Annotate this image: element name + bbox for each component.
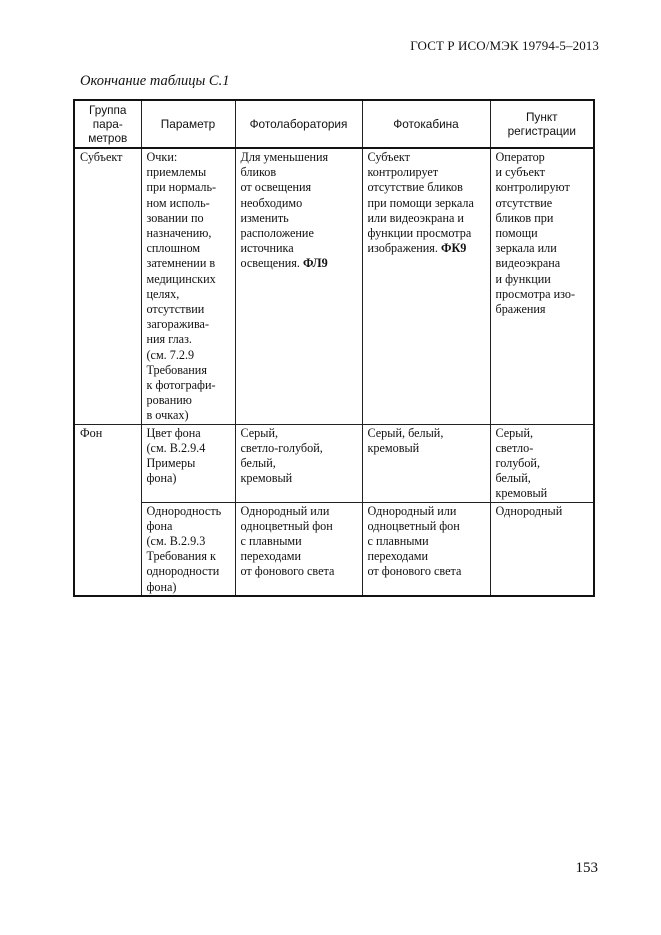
cell-line: кремовый (495, 486, 548, 501)
cell-line: функции просмотра (367, 226, 472, 241)
cell-photolab (235, 424, 362, 502)
cell-line: кремовый (240, 471, 293, 486)
cell-parameter (141, 424, 235, 502)
cell-line: и функции (495, 271, 551, 286)
cell-photolab (235, 148, 362, 424)
cell-line: фона) (146, 471, 177, 486)
table-row (74, 148, 594, 424)
table-row (74, 502, 594, 596)
table-header-row (74, 100, 594, 148)
cell-line: зеркала или (495, 241, 557, 256)
cell-group (74, 424, 141, 596)
header-line: Группа (89, 103, 127, 117)
cell-line: Требования (146, 362, 207, 377)
cell-parameter (141, 148, 235, 424)
cell-line: Цвет фона (146, 425, 201, 440)
cell-line: помощи (495, 226, 538, 241)
cell-line: изменить (240, 210, 289, 225)
cell-line: Серый, (240, 425, 279, 440)
cell-line: одноцветный фон (367, 518, 460, 533)
cell-line: медицинских (146, 271, 216, 286)
cell-regpoint (490, 424, 594, 502)
cell-line: кремовый (367, 440, 420, 455)
cell-line: светло-голубой, (240, 440, 323, 455)
header-photobooth (362, 100, 490, 148)
cell-line: белый, (240, 456, 276, 471)
group-label: Субъект (80, 150, 123, 164)
cell-line: Субъект (367, 150, 410, 164)
cell-line: светло- (495, 440, 534, 455)
cell-line: Однородность (146, 503, 222, 518)
cell-group (74, 148, 141, 424)
cell-line: рованию (146, 393, 192, 408)
cell-line: Примеры (146, 456, 196, 471)
cell-regpoint (490, 502, 594, 596)
cell-line: отсутствие бликов (367, 180, 463, 195)
cell-line: отсутствие (495, 195, 553, 210)
cell-line: (см. B.2.9.4 (146, 440, 206, 455)
cell-text: изображения. (367, 241, 438, 256)
cell-line: и субъект (495, 165, 545, 180)
cell-line: (см. B.2.9.3 (146, 534, 206, 549)
cell-line: Требования к (146, 549, 216, 564)
cell-line: Оператор (495, 150, 545, 164)
table-caption: Окончание таблицы С.1 (80, 73, 230, 89)
cell-line: целях, (146, 286, 180, 301)
header-line: метров (88, 131, 128, 145)
cell-line: просмотра изо- (495, 286, 576, 301)
cell-line: Для уменьшения (240, 150, 329, 164)
cell-line: (см. 7.2.9 (146, 347, 195, 362)
cell-line: с плавными (240, 534, 302, 549)
cell-line: переходами (367, 549, 428, 564)
cell-line: от освещения (240, 180, 312, 195)
cell-line: одноцветный фон (240, 518, 333, 533)
cell-line: с плавными (367, 534, 429, 549)
cell-line: контролируют (495, 180, 570, 195)
cell-line: ном исполь- (146, 195, 210, 210)
header-line: пара- (92, 117, 123, 131)
cell-line: видеоэкрана (495, 256, 561, 271)
page-number: 153 (575, 860, 598, 876)
header-group (74, 100, 141, 148)
cell-line: Очки: (146, 150, 178, 164)
cell-line: к фотографи- (146, 378, 216, 393)
cell-line-with-code (241, 256, 359, 271)
cell-line: затемнении в (146, 256, 216, 271)
header-line: Фотокабина (393, 117, 459, 131)
cell-line: бражения (495, 302, 546, 317)
cell-line: Однородный или (367, 503, 457, 518)
header-line: Фотолаборатория (249, 117, 348, 131)
cell-line: назначению, (146, 226, 212, 241)
cell-parameter (141, 502, 235, 596)
cell-line: голубой, (495, 456, 541, 471)
cell-line: расположение (240, 226, 314, 241)
cell-line: при помощи зеркала (367, 195, 474, 210)
cell-line: фона) (146, 579, 177, 594)
cell-line: зовании по (146, 210, 204, 225)
cell-line: от фонового света (367, 564, 462, 579)
cell-photobooth (362, 424, 490, 502)
group-label: Фон (80, 425, 103, 440)
cell-line: контролирует (367, 165, 439, 180)
requirement-code: ФЛ9 (302, 256, 328, 271)
cell-line: белый, (495, 471, 531, 486)
cell-line: в очках) (146, 408, 189, 423)
cell-line: приемлемы (146, 165, 207, 180)
cell-line: от фонового света (240, 564, 335, 579)
page-header: ГОСТ Р ИСО/МЭК 19794-5–2013 (410, 38, 599, 53)
data-table (73, 99, 595, 597)
cell-line: фона (146, 518, 173, 533)
cell-line: необходимо (240, 195, 303, 210)
cell-line: Однородный или (240, 503, 330, 518)
cell-line: Серый, (495, 425, 534, 440)
header-regpoint (490, 100, 594, 148)
cell-line-with-code (368, 241, 487, 256)
cell-line: переходами (240, 549, 301, 564)
header-line: Пункт (525, 110, 558, 124)
cell-line: бликов при (495, 210, 554, 225)
cell-line: загоражива- (146, 317, 210, 332)
cell-regpoint (490, 148, 594, 424)
cell-line: или видеоэкрана и (367, 210, 464, 225)
cell-line: при нормаль- (146, 180, 217, 195)
cell-photolab (235, 502, 362, 596)
cell-line: сплошном (146, 241, 201, 256)
cell-text: освещения. (240, 256, 300, 271)
cell-line: ния глаз. (146, 332, 192, 347)
cell-photobooth (362, 148, 490, 424)
header-parameter (141, 100, 235, 148)
cell-line: Серый, белый, (367, 425, 444, 440)
cell-line: однородности (146, 564, 220, 579)
header-photolab (235, 100, 362, 148)
header-line: регистрации (507, 124, 576, 138)
cell-line: бликов (240, 165, 277, 180)
table-row (74, 424, 594, 502)
cell-line: Однородный (495, 503, 563, 518)
cell-photobooth (362, 502, 490, 596)
requirement-code: ФК9 (440, 241, 467, 256)
cell-line: отсутствии (146, 302, 205, 317)
cell-line: источника (240, 241, 294, 256)
header-line: Параметр (160, 117, 216, 131)
